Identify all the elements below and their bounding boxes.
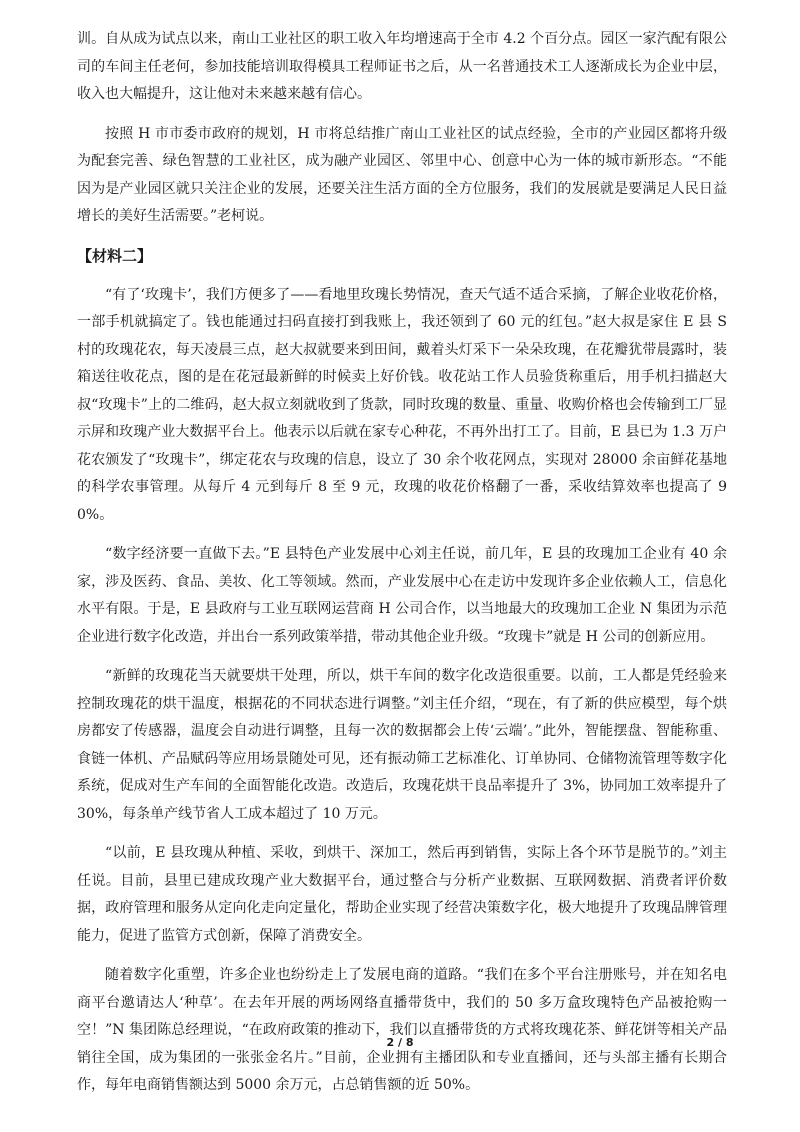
- paragraph: “有了‘玫瑰卡’，我们方便多了——看地里玫瑰长势情况，查天气适不适合采摘，了解企业收花价格，一部手机就搞定了。钱也能通过扫码直接打到我账上，我还领到了 60 元的红包。”赵大叔是家住 E 县 S 村的玫瑰花农，每天凌晨三点，赵大叔就要来到田间，戴着头灯采下一朵朵玫瑰，在花瓣犹带晨露时，装箱送往收花点，图的是在花冠最新鲜的时候卖上好价钱。收花站工作人员验货称重后，用手机扫描赵大叔“玫瑰卡”上的二维码，赵大叔立刻就收到了货款，同时玫瑰的数量、重量、收购价格也会传输到工厂显示屏和玫瑰产业大数据平台上。他表示以后就在家专心种花，不再外出打工了。目前，E 县已为 1.3 万户花农颁发了“玫瑰卡”，绑定花农与玫瑰的信息，设立了 30 余个收花网点，实现对 28000 余亩鲜花基地的科学农事管理。从每斤 4 元到每斤 8 至 9 元，玫瑰的收花价格翻了一番，采收结算效率也提高了 90%。: [77, 286, 727, 523]
- section-heading: 【材料二】: [77, 246, 153, 265]
- paragraph: “新鲜的玫瑰花当天就要烘干处理，所以，烘干车间的数字化改造很重要。以前，工人都是凭经验来控制玫瑰花的烘干温度，根据花的不同状态进行调整。”刘主任介绍，“现在，有了新的供应模型，每个烘房都安了传感器，温度会自动进行调整，且每一次的数据都会上传‘云端’。”此外，智能摆盘、智能称重、食链一体机、产品赋码等应用场景随处可见，还有振动筛工艺标准化、订单协同、仓储物流管理等数字化系统，促成对生产车间的全面智能化改造。改造后，玫瑰花烘干良品率提升了 3%，协同加工效率提升了 30%，每条单产线节省人工成本超过了 10 万元。: [77, 668, 727, 822]
- page-number: 2 / 8: [386, 1036, 414, 1049]
- paragraph: “以前，E 县玫瑰从种植、采收，到烘干、深加工，然后再到销售，实际上各个环节是脱节的。”刘主任说。目前，县里已建成玫瑰产业大数据平台，通过整合与分析产业数据、互联网数据、消费者评价数据，政府管理和服务从定向化走向定量化，帮助企业实现了经营决策数字化，极大地提升了玫瑰品牌管理能力，促进了监管方式创新，保障了消费安全。: [77, 845, 727, 944]
- paragraph: 按照 H 市市委市政府的规划，H 市将总结推广南山工业社区的试点经验，全市的产业园区都将升级为配套完善、绿色智慧的工业社区，成为融产业园区、邻里中心、创意中心为一体的城市新形态。“不能因为是产业园区就只关注企业的发展，还要关注生活方面的全方位服务，我们的发展就是要满足人民日益增长的美好生活需要。”老柯说。: [77, 125, 727, 224]
- paragraph-continued: 训。自从成为试点以来，南山工业社区的职工收入年均增速高于全市 4.2 个百分点。园区一家汽配有限公司的车间主任老何，参加技能培训取得模具工程师证书之后，从一名普通技术工人逐渐成长为企业中层，收入也大幅提升，这让他对未来越来越有信心。: [77, 31, 727, 102]
- paragraph: 随着数字化重塑，许多企业也纷纷走上了发展电商的道路。“我们在多个平台注册账号，并在知名电商平台邀请达人‘种草’。在去年开展的两场网络直播带货中，我们的 50 多万盒玫瑰特色产品被抢购一空！”N 集团陈总经理说，“在政府政策的推动下，我们以直播带货的方式将玫瑰花茶、鲜花饼等相关产品销往全国，成为集团的一张张金名片。”目前，企业拥有主播团队和专业直播间，还与头部主播有长期合作，每年电商销售额达到 5000 余万元，占总销售额的近 50%。: [77, 967, 727, 1093]
- paragraph: “数字经济要一直做下去。”E 县特色产业发展中心刘主任说，前几年，E 县的玫瑰加工企业有 40 余家，涉及医药、食品、美妆、化工等领域。然而，产业发展中心在走访中发现许多企业依赖人工，信息化水平有限。于是，E 县政府与工业互联网运营商 H 公司合作，以当地最大的玫瑰加工企业 N 集团为示范企业进行数字化改造，并出台一系列政策举措，带动其他企业升级。“玫瑰卡”就是 H 公司的创新应用。: [77, 546, 727, 645]
- document-body: [77, 26, 727, 1112]
